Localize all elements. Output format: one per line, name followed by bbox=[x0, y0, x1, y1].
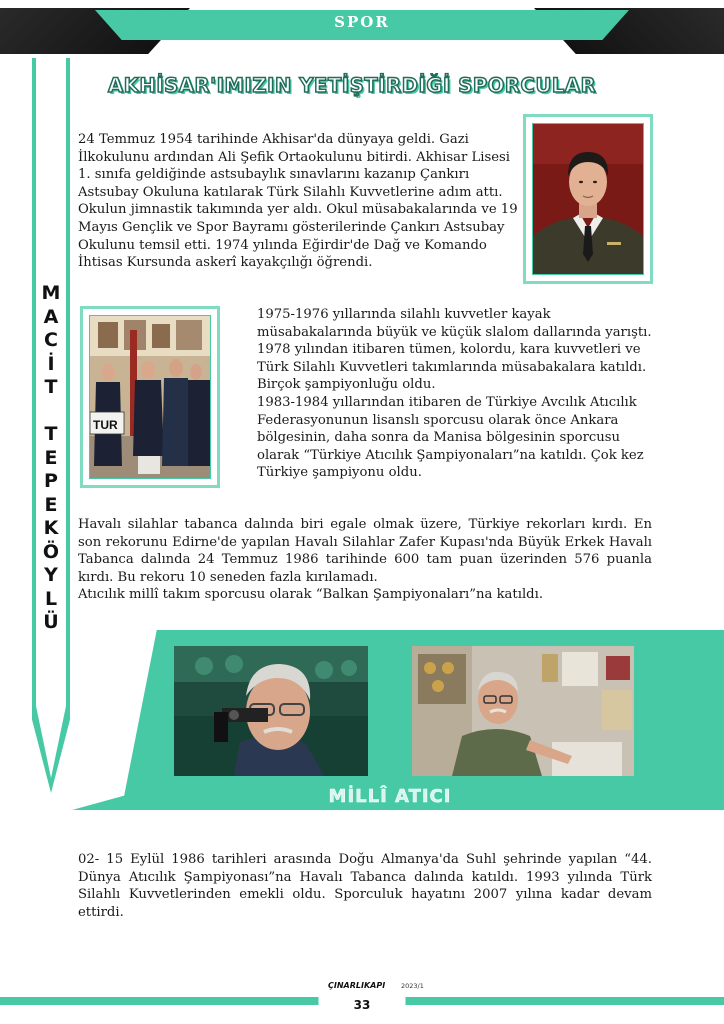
name-letter: İ bbox=[47, 352, 55, 375]
office-photo bbox=[412, 646, 634, 776]
team-photo bbox=[89, 315, 211, 479]
portrait-photo-frame bbox=[523, 114, 653, 284]
surname-letter: Ü bbox=[43, 611, 59, 633]
surname-letter: E bbox=[44, 493, 58, 516]
article-title: AKHİSAR'IMIZIN YETİŞTİRDİĞİ SPORCULAR bbox=[108, 74, 597, 97]
surname-letter: T bbox=[44, 423, 58, 445]
surname-letter: K bbox=[43, 517, 59, 539]
bio-paragraph-early-life: 24 Temmuz 1954 tarihinde Akhisar'da dünyaya geldi. Gazi İlkokulunu ardından Ali Şefik Ortaokulunu bitirdi. Akhisar Lisesi 1. sınıfa geldiğinde astsubaylık sınavlarını kazanıp Çankırı Astsubay Okuluna katılarak Türk Silahlı Kuvvetlerine adım attı. Okulun jimnastik takımında yer aldı. Okul müsabakalarında ve 19 Mayıs Gençlik ve Spor Bayramı gösterilerinde Çankırı Astsubay Okulunu temsil etti. 1974 yılında Eğirdir'de Dağ ve Komando İhtisas Kursunda askerî kayakçılığı öğrendi. bbox=[78, 132, 518, 271]
records-text: Havalı silahlar tabanca dalında biri egale olmak üzere, Türkiye rekorları kırdı. En son rekorunu Edirne'de yapılan Havalı Silahlar Zafer Kupası'nda Büyük Erkek Havalı Tabanca dalında 24 Temmuz 1986 tarihinde 600 tam puan üzerinden 576 puanla kırdı. Bu rekoru 10 seneden fazla kırılamadı. bbox=[78, 517, 652, 585]
surname-letter: Ö bbox=[42, 540, 60, 563]
top-banner bbox=[0, 0, 724, 56]
career-skiing-text: 1975-1976 yıllarında silahlı kuvvetler kayak müsabakalarında büyük ve küçük slalom dallarında yarıştı. 1978 yılından itibaren tümen, kolordu, kara kuvvetleri ve Türk Silahlı Kuvvetleri takımlarında müsabakalara katıldı. Birçok şampiyonluğu oldu. bbox=[257, 307, 652, 393]
name-letter: M bbox=[41, 282, 61, 304]
team-photo-frame bbox=[80, 306, 220, 488]
bio-paragraph-career bbox=[257, 306, 657, 482]
page-number: 33 bbox=[353, 998, 371, 1012]
career-shooting-text: 1983-1984 yıllarından itibaren de Türkiye Avcılık Atıcılık Federasyonunun lisanslı sporcusu olarak önce Ankara bölgesinin, daha sonra da Manisa bölgesinin sporcusu olarak “Türkiye Atıcılık Şampiyonaları”na katıldı. Çok kez Türkiye şampiyonu oldu. bbox=[257, 394, 644, 481]
name-letter: T bbox=[44, 376, 58, 398]
section-label: SPOR bbox=[334, 13, 390, 31]
surname-letter: L bbox=[44, 587, 58, 610]
name-letter: A bbox=[43, 305, 59, 328]
bio-paragraph-later-career: 02- 15 Eylül 1986 tarihleri arasında Doğu Almanya'da Suhl şehrinde yapılan “44. Dünya Atıcılık Şampiyonası”na Havalı Tabanca dalında katıldı. 1993 yılında Türk Silahlı Kuvvetlerinden emekli oldu. Sporculuk hayatını 2007 yılına kadar devam ettirdi. bbox=[78, 852, 652, 920]
shooting-photo bbox=[174, 646, 368, 776]
vertical-name bbox=[36, 282, 66, 635]
team-photo-sign: TUR bbox=[93, 418, 118, 432]
name-letter: C bbox=[44, 329, 58, 351]
magazine-issue: 2023/1 bbox=[401, 982, 424, 990]
surname-letter: E bbox=[44, 446, 58, 469]
magazine-brand: ÇINARLIKAPI bbox=[328, 981, 386, 990]
bio-paragraph-records bbox=[78, 516, 652, 604]
surname-letter: Y bbox=[44, 564, 58, 586]
portrait-photo bbox=[532, 123, 644, 275]
surname-letter: P bbox=[44, 470, 58, 492]
band-caption: MİLLÎ ATICI bbox=[328, 786, 452, 807]
balkan-text: Atıcılık millî takım sporcusu olarak “Balkan Şampiyonaları”na katıldı. bbox=[78, 587, 544, 603]
